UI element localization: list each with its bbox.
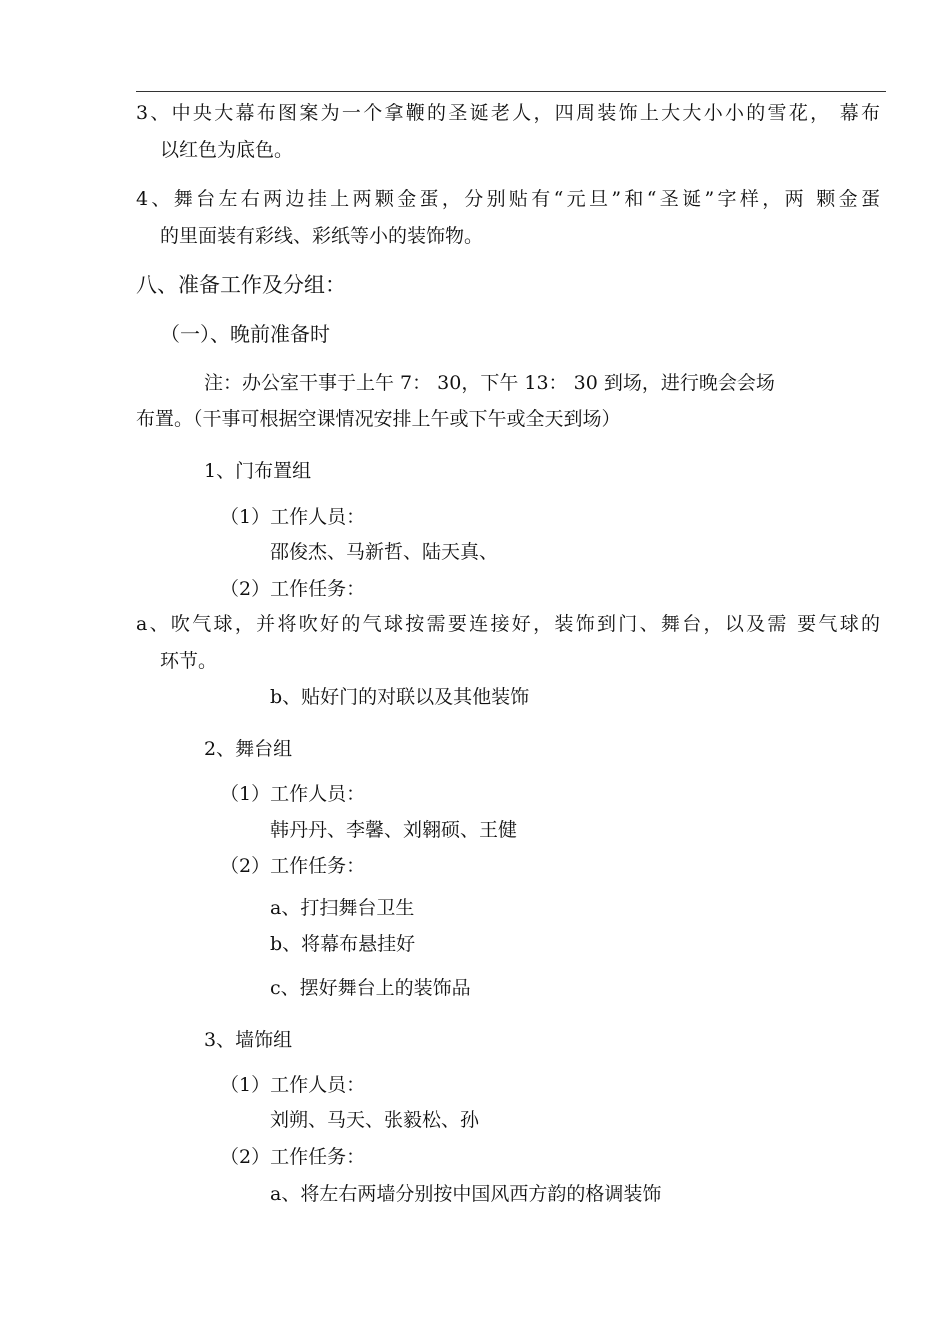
group-2-task-a: a、打扫舞台卫生 [270,897,415,919]
group-2-title: 2、舞台组 [204,738,293,760]
paragraph-4-line-1: 4、舞台左右两边挂上两颗金蛋，分别贴有“元旦”和“圣诞”字样，两 颗金蛋 [136,188,880,210]
paragraph-4-line-2: 的里面装有彩线、彩纸等小的装饰物。 [160,225,484,247]
group-1-task-a-line-1: a、吹气球，并将吹好的气球按需要连接好，装饰到门、舞台，以及需 要气球的 [136,613,880,635]
group-3-task-label: （2）工作任务： [220,1146,366,1168]
group-1-task-a-line-2: 环节。 [160,650,218,672]
header-rule [136,91,886,92]
group-2-staff-label: （1）工作人员： [220,783,366,805]
group-2-staff: 韩丹丹、李馨、刘翱硕、王健 [270,819,518,841]
note-line-1: 注：办公室干事于上午 7： 30，下午 13： 30 到场，进行晚会会场 [204,372,775,394]
section-heading: 八、准备工作及分组： [136,273,346,297]
group-3-staff-label: （1）工作人员： [220,1074,366,1096]
group-3-staff: 刘朔、马天、张毅松、孙 [270,1109,480,1131]
note-line-2: 布置。（干事可根据空课情况安排上午或下午或全天到场） [136,408,621,430]
group-1-task-b: b、贴好门的对联以及其他装饰 [270,686,530,708]
group-1-staff-label: （1）工作人员： [220,506,366,528]
group-1-task-label: （2）工作任务： [220,578,366,600]
group-1-staff: 邵俊杰、马新哲、陆天真、 [270,541,499,563]
group-2-task-b: b、将幕布悬挂好 [270,933,416,955]
paragraph-3-line-1: 3、中央大幕布图案为一个拿鞭的圣诞老人，四周装饰上大大小小的雪花， 幕布 [136,102,880,124]
group-3-task-a: a、将左右两墙分别按中国风西方韵的格调装饰 [270,1183,662,1205]
group-2-task-c: c、摆好舞台上的装饰品 [270,977,471,999]
group-1-title: 1、门布置组 [204,460,312,482]
group-3-title: 3、墙饰组 [204,1029,293,1051]
paragraph-3-line-2: 以红色为底色。 [160,139,294,161]
group-2-task-label: （2）工作任务： [220,855,366,877]
subsection-heading: （一）、晚前准备时 [160,322,330,346]
